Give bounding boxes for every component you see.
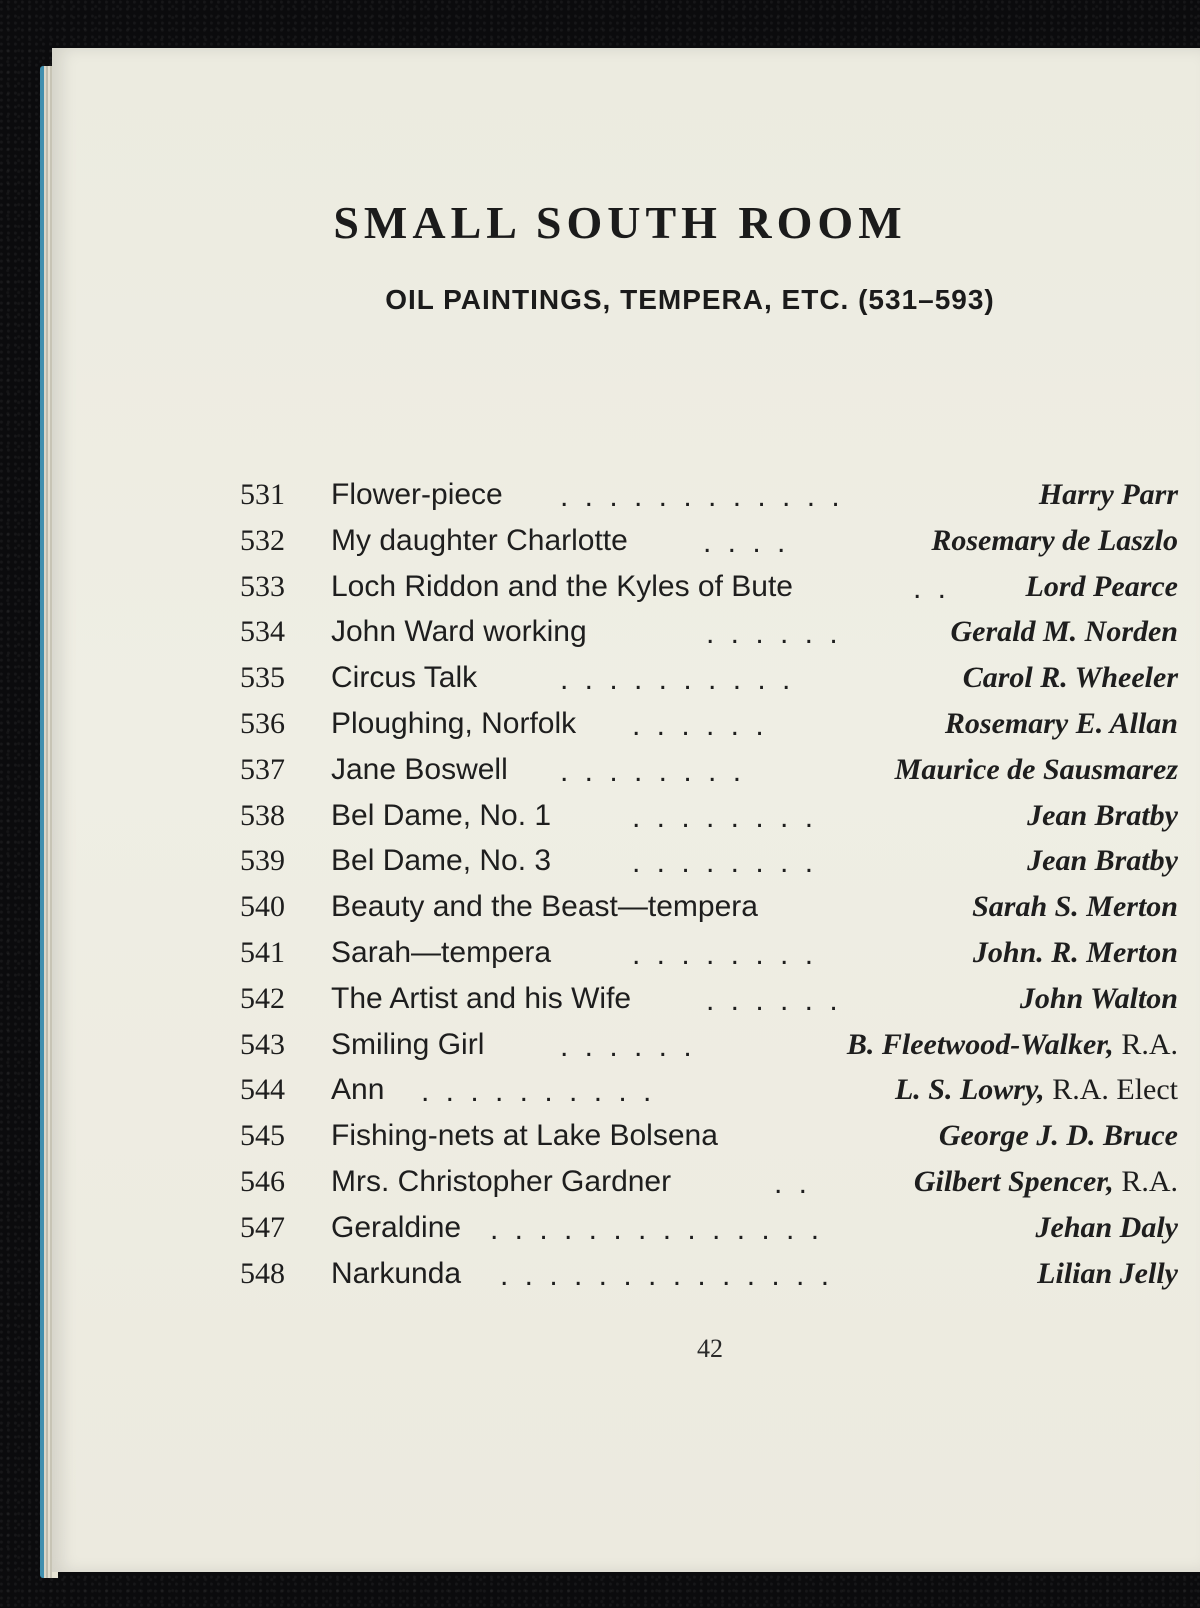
artist-name: Maurice de Sausmarez [894, 752, 1178, 786]
catalogue-entry [0, 753, 1200, 799]
entry-title: Flower-piece [331, 478, 503, 511]
entry-number: 531 [240, 478, 285, 511]
entry-artist [939, 1119, 1178, 1153]
dot-leader: . . . . . . . . . . . . [560, 480, 844, 513]
artist-suffix: R.A. [1113, 1165, 1178, 1198]
entry-artist [1039, 478, 1178, 512]
catalogue-entry [0, 1073, 1200, 1119]
artist-name: Gilbert Spencer, [913, 1165, 1114, 1198]
artist-suffix: R.A. Elect [1044, 1073, 1178, 1107]
dot-leader: . . . . [703, 525, 790, 559]
catalogue-entry [0, 982, 1200, 1028]
entry-title: Ann [331, 1073, 385, 1107]
entry-number: 538 [240, 798, 285, 832]
entry-number: 548 [240, 1256, 285, 1290]
dot-leader: . . . . . . . . . . . . . . [490, 1212, 824, 1246]
catalogue-entry [0, 1211, 1200, 1257]
entry-title: John Ward working [331, 615, 587, 649]
entry-artist [1027, 799, 1178, 833]
entry-artist [1026, 570, 1178, 604]
dot-leader: . . [913, 571, 951, 605]
dot-leader: . . . . . . . . [560, 754, 746, 788]
artist-name: B. Fleetwood-Walker, [846, 1027, 1114, 1061]
entry-artist [1027, 844, 1178, 878]
artist-name: John. R. Merton [972, 936, 1178, 969]
section-subtitle: OIL PAINTINGS, TEMPERA, ETC. (531–593) [385, 284, 995, 315]
entry-title: My daughter Charlotte [331, 523, 628, 557]
entry-title: Circus Talk [331, 661, 478, 695]
catalogue-entry [0, 890, 1200, 936]
entry-number: 545 [240, 1119, 285, 1153]
dot-leader: . . . . . . [706, 617, 842, 651]
entry-artist [950, 615, 1178, 649]
entry-number: 532 [240, 523, 285, 557]
artist-name: Carol R. Wheeler [962, 661, 1178, 695]
entry-artist [895, 753, 1178, 787]
entry-artist [914, 1165, 1178, 1199]
entry-title: Smiling Girl [331, 1027, 485, 1061]
catalogue-entry [0, 1028, 1200, 1074]
artist-name: John Walton [1019, 981, 1178, 1015]
artist-name: Jean Bratby [1027, 844, 1178, 878]
entry-title: Bel Dame, No. 3 [331, 844, 552, 878]
entry-title: Ploughing, Norfolk [331, 707, 577, 740]
catalogue-entry [0, 1119, 1200, 1165]
dot-leader: . . [774, 1167, 812, 1200]
entry-title: Narkunda [331, 1256, 462, 1290]
entry-title: Bel Dame, No. 1 [331, 798, 552, 832]
entry-artist [1020, 982, 1178, 1016]
catalogue-entry [0, 936, 1200, 982]
artist-name: Jehan Daly [1035, 1210, 1178, 1244]
entry-number: 546 [240, 1165, 285, 1198]
entry-title: Jane Boswell [331, 752, 508, 786]
dot-leader: . . . . . . [706, 983, 842, 1017]
entry-artist [1037, 1257, 1178, 1291]
entry-artist [973, 936, 1178, 970]
artist-suffix: R.A. [1113, 1027, 1178, 1061]
catalogue-entry [0, 478, 1200, 524]
entry-number: 543 [240, 1027, 285, 1061]
entry-number: 547 [240, 1210, 285, 1244]
entry-number: 540 [240, 890, 285, 924]
dot-leader: . . . . . . . . [632, 800, 818, 834]
dot-leader: . . . . . . . . . . [421, 1075, 656, 1109]
entry-artist [972, 890, 1178, 924]
page-title: SMALL SOUTH ROOM [333, 197, 907, 248]
dot-leader: . . . . . . . . . . . . . . [500, 1258, 834, 1292]
entry-artist [945, 707, 1178, 741]
dot-leader: . . . . . . . . [632, 938, 818, 971]
entry-artist [847, 1028, 1178, 1062]
artist-name: Rosemary de Laszlo [931, 523, 1178, 557]
entry-title: Mrs. Christopher Gardner [331, 1165, 672, 1198]
entry-title: Sarah—tempera [331, 936, 552, 969]
entry-artist [895, 1073, 1178, 1107]
entry-artist [963, 661, 1178, 695]
dot-leader: . . . . . . [560, 1029, 696, 1063]
entry-number: 537 [240, 752, 285, 786]
catalogue-entry [0, 844, 1200, 890]
catalogue-entry [0, 570, 1200, 616]
entry-number: 533 [240, 569, 285, 603]
catalogue-entry [0, 799, 1200, 845]
entry-number: 536 [240, 707, 285, 740]
entry-title: Loch Riddon and the Kyles of Bute [331, 569, 793, 603]
artist-name: Jean Bratby [1027, 798, 1178, 832]
entry-title: Geraldine [331, 1210, 462, 1244]
entry-number: 542 [240, 981, 285, 1015]
catalogue-entry [0, 661, 1200, 707]
artist-name: Gerald M. Norden [950, 615, 1178, 649]
catalogue-entry [0, 1257, 1200, 1303]
entry-number: 535 [240, 661, 285, 695]
entry-number: 539 [240, 844, 285, 878]
dot-leader: . . . . . . [632, 709, 768, 742]
entry-artist [931, 524, 1178, 558]
artist-name: George J. D. Bruce [938, 1119, 1178, 1153]
catalogue-entry [0, 615, 1200, 661]
entry-number: 534 [240, 615, 285, 649]
entry-title: Beauty and the Beast—tempera [331, 890, 758, 924]
entry-title: The Artist and his Wife [331, 981, 632, 1015]
entry-number: 541 [240, 936, 285, 969]
dot-leader: . . . . . . . . [632, 846, 818, 880]
artist-name: Sarah S. Merton [972, 890, 1178, 924]
catalogue-entry [0, 707, 1200, 753]
catalogue-entry [0, 524, 1200, 570]
catalogue-entry [0, 1165, 1200, 1211]
artist-name: L. S. Lowry, [894, 1073, 1045, 1107]
artist-name: Harry Parr [1038, 478, 1178, 511]
entry-number: 544 [240, 1073, 285, 1107]
page-number: 42 [697, 1334, 723, 1363]
artist-name: Lilian Jelly [1037, 1256, 1178, 1290]
artist-name: Rosemary E. Allan [944, 707, 1178, 740]
entry-title: Fishing-nets at Lake Bolsena [331, 1119, 718, 1153]
entry-artist [1036, 1211, 1179, 1245]
artist-name: Lord Pearce [1025, 569, 1178, 603]
dot-leader: . . . . . . . . . . [560, 663, 795, 697]
